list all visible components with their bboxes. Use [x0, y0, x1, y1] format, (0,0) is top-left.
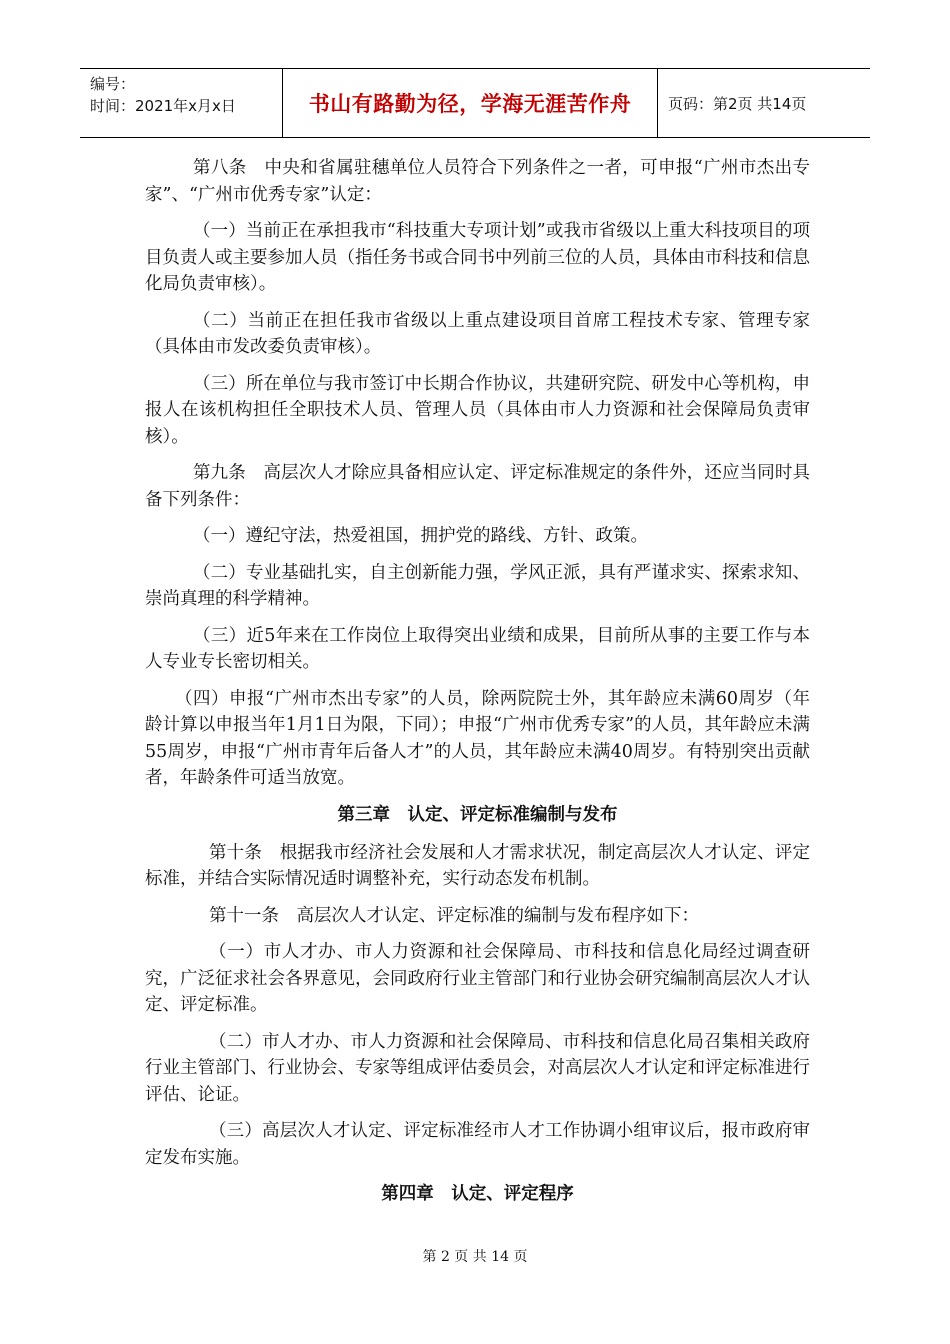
article-11-item-3: （三）高层次人才认定、评定标准经市人才工作协调小组审议后，报市政府审定发布实施。 — [145, 1121, 810, 1168]
article-8-item-3: （三）所在单位与我市签订中长期合作协议，共建研究院、研发中心等机构，申报人在该机构担任全职技术人员、管理人员（具体由市人力资源和社会保障局负责审核）。 — [145, 373, 810, 447]
article-11-item-1: （一）市人才办、市人力资源和社会保障局、市科技和信息化局经过调查研究，广泛征求社会各界意见，会同政府行业主管部门和行业协会研究编制高层次人才认定、评定标准。 — [145, 942, 810, 1015]
article-11: 第十一条 高层次人才认定、评定标准的编制与发布程序如下： — [209, 905, 699, 926]
header-page-info: 页码：第2页 共14页 — [668, 94, 807, 113]
header-motto: 书山有路勤为径，学海无涯苦作舟 — [308, 92, 632, 116]
chapter-4-heading: 第四章 认定、评定程序 — [381, 1184, 574, 1204]
article-9: 第九条 高层次人才除应具备相应认定、评定标准规定的条件外，还应当同时具备下列条件： — [145, 463, 810, 510]
article-9-item-2: （二）专业基础扎实，自主创新能力强，学风正派，具有严谨求实、探索求知、崇尚真理的科学精神。 — [145, 562, 810, 609]
document-time: 时间：2021年x月x日 — [90, 97, 236, 115]
page-footer: 第 2 页 共 14 页 — [422, 1249, 528, 1265]
article-8: 第八条 中央和省属驻穗单位人员符合下列条件之一者，可申报“广州市杰出专家”、“广州市优秀专家”认定： — [145, 158, 810, 205]
header-meta — [80, 69, 283, 137]
article-9-item-3: （三）近5年来在工作岗位上取得突出业绩和成果，目前所从事的主要工作与本人专业专长密切相关。 — [145, 625, 810, 672]
article-11-item-2: （二）市人才办、市人力资源和社会保障局、市科技和信息化局召集相关政府行业主管部门、行业协会、专家等组成评估委员会，对高层次人才认定和评定标准进行评估、论证。 — [145, 1031, 810, 1105]
document-number: 编号： — [90, 75, 136, 93]
chapter-3-heading: 第三章 认定、评定标准编制与发布 — [337, 804, 618, 825]
article-10: 第十条 根据我市经济社会发展和人才需求状况，制定高层次人才认定、评定标准，并结合实际情况适时调整补充，实行动态发布机制。 — [145, 842, 810, 889]
article-8-item-1: （一）当前正在承担我市“科技重大专项计划”或我市省级以上重大科技项目的项目负责人或主要参加人员（指任务书或合同书中列前三位的人员，具体由市科技和信息化局负责审核）。 — [145, 221, 810, 294]
article-9-item-1: （一）遵纪守法，热爱祖国，拥护党的路线、方针、政策。 — [193, 526, 648, 546]
header-motto-cell — [283, 69, 658, 137]
page-header — [80, 68, 870, 138]
article-9-item-4: （四）申报“广州市杰出专家”的人员，除两院院士外，其年龄应未满60周岁（年龄计算以申报当年1月1日为限，下同）；申报“广州市优秀专家”的人员，其年龄应未满55周岁，申报“广州市青年后备人才”的人员，其年龄应未满40周岁。有特别突出贡献者，年龄条件可适当放宽。 — [145, 688, 810, 788]
article-8-item-2: （二）当前正在担任我市省级以上重点建设项目首席工程技术专家、管理专家（具体由市发改委负责审核）。 — [145, 310, 810, 357]
document-body — [145, 155, 810, 1219]
